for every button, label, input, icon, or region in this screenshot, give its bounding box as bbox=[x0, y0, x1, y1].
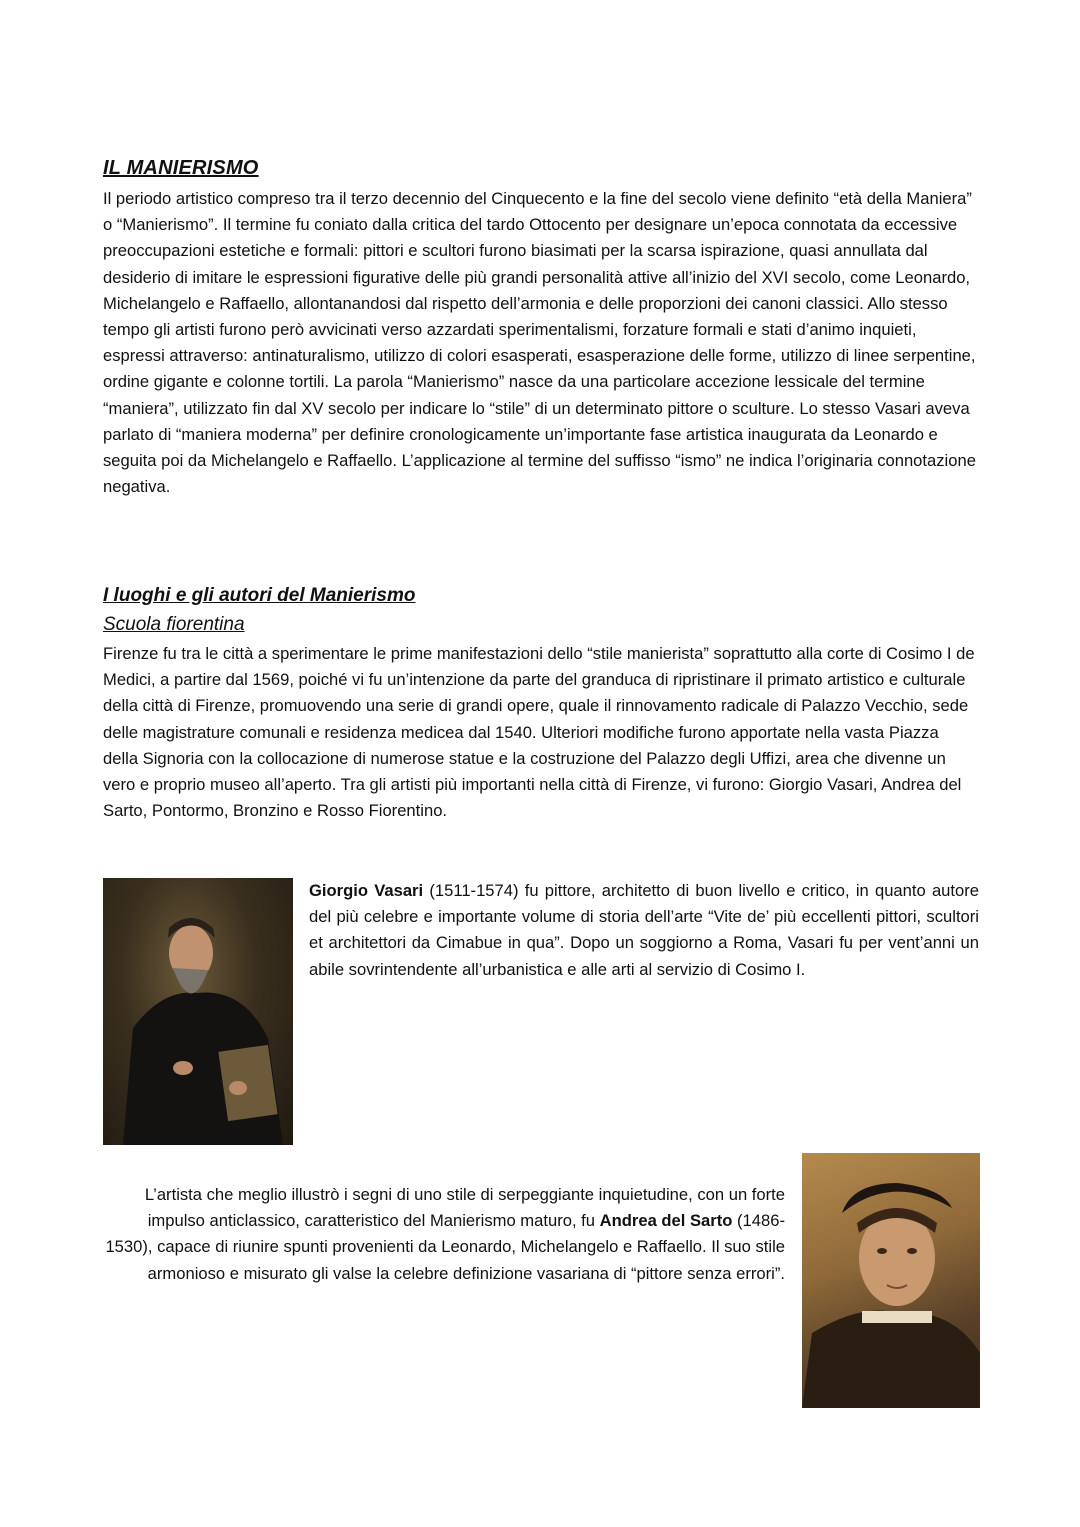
florence-paragraph: Firenze fu tra le città a sperimentare le prime manifestazioni dello “stile manierista” soprattutto alla corte di Cosimo I de Medici, a partire dal 1569, poiché vi fu un’intenzione da parte del granduca di ripristinare il primato artistico e culturale della città di Firenze, promuovendo una serie di grandi opere, quale il rinnovamento radicale di Palazzo Vecchio, sede delle magistrature comunali e residenza medicea dal 1540. Ulteriori modifiche furono apportate nella vasta Piazza della Signoria con la collocazione di numerose statue e la costruzione del Palazzo degli Uffizi, area che divenne un vero e proprio museo all’aperto. Tra gli artisti più importanti nella città di Firenze, vi furono: Giorgio Vasari, Andrea del Sarto, Pontormo, Bronzino e Rosso Fiorentino. bbox=[103, 644, 975, 821]
section-heading: I luoghi e gli autori del Manierismo bbox=[103, 585, 416, 606]
sarto-text-after: (1486-1530), capace di riunire spunti provenienti da Leonardo, Michelangelo e Raffaello. Il suo stile armonioso e misurato gli valse la celebre definizione vasariana di “pittore senza errori”. bbox=[105, 1211, 785, 1283]
vasari-portrait-image bbox=[103, 878, 293, 1145]
vasari-paragraph bbox=[309, 878, 979, 983]
sarto-portrait-image bbox=[802, 1153, 980, 1408]
vasari-text: (1511-1574) fu pittore, architetto di buon livello e critico, in quanto autore del più celebre e importante volume di storia dell’arte “Vite de’ più eccellenti pittori, scultori et architettori da Cimabue in qua”. Dopo un soggiorno a Roma, Vasari fu per vent’anni un abile sovrintendente all’urbanistica e alle arti al servizio di Cosimo I. bbox=[309, 881, 979, 979]
sarto-name: Andrea del Sarto bbox=[599, 1211, 733, 1231]
sarto-text-before: L’artista che meglio illustrò i segni di uno stile di serpeggiante inquietudine, con un forte impulso anticlassico, caratteristico del Manierismo maturo, fu bbox=[144, 1185, 785, 1231]
vasari-name: Giorgio Vasari bbox=[309, 881, 424, 900]
subsection-heading: Scuola fiorentina bbox=[103, 614, 245, 635]
intro-paragraph: Il periodo artistico compreso tra il terzo decennio del Cinquecento e la fine del secolo viene definito “età della Maniera” o “Manierismo”. Il termine fu coniato dalla critica del tardo Ottocento per designare un’epoca connotata da eccessive preoccupazioni estetiche e formali: pittori e scultori furono biasimati per la scarsa ispirazione, quasi annullata dal desiderio di imitare le espressioni figurative delle più grandi personalità attive all’inizio del XVI secolo, come Leonardo, Michelangelo e Raffaello, allontanandosi dal rispetto dell’armonia e delle proporzioni dei canoni classici. Allo stesso tempo gli artisti furono però avvicinati verso azzardati sperimentalismi, forzature formali e stati d’animo inquieti, espressi attraverso: antinaturalismo, utilizzo di colori esasperati, esasperazione delle forme, utilizzo di linee serpentine, ordine gigante e colonne tortili. La parola “Manierismo” nasce da una particolare accezione lessicale del termine “maniera”, utilizzato fin dal XV secolo per indicare lo “stile” di un determinato pittore o sculture. Lo stesso Vasari aveva parlato di “maniera moderna” per definire cronologicamente un’importante fase artistica inaugurata da Leonardo e seguita poi da Michelangelo e Raffaello. L’applicazione al termine del suffisso “ismo” ne indica l’originaria connotazione negativa. bbox=[103, 189, 976, 497]
document-title: IL MANIERISMO bbox=[103, 157, 259, 179]
sarto-paragraph bbox=[103, 1182, 785, 1287]
